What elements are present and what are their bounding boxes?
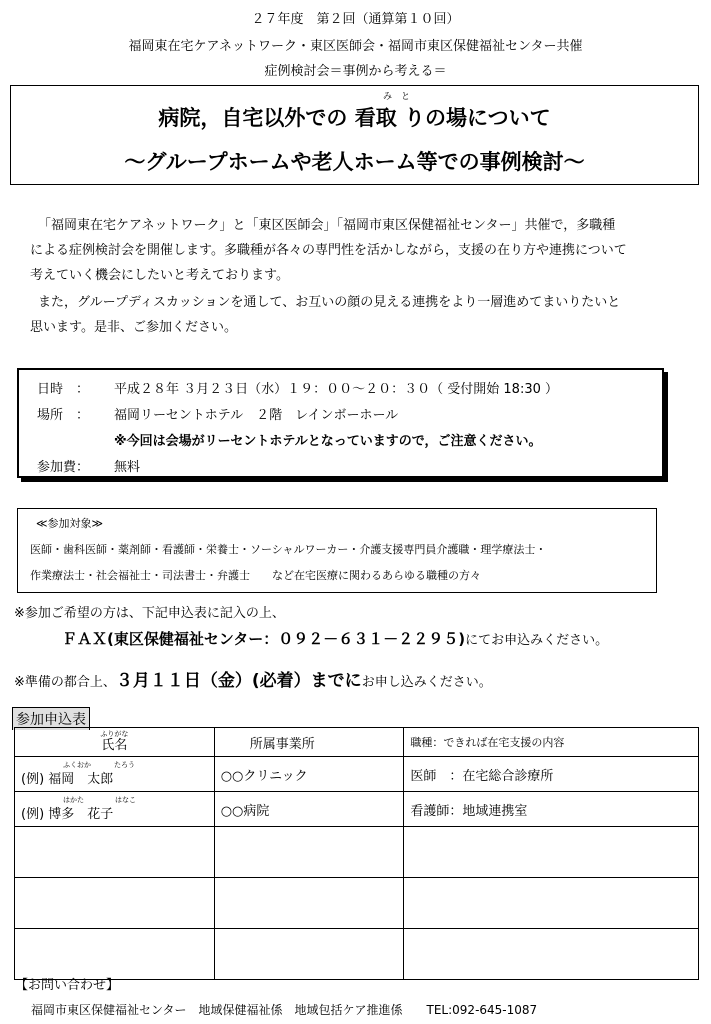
- date-label: 日時 ：: [37, 382, 90, 397]
- table-row: [15, 929, 699, 980]
- example1-name-cell: [15, 757, 215, 792]
- title-subtitle: ～グループホームや老人ホーム等での事例検討～: [124, 150, 585, 174]
- example1-office: ○○クリニック: [214, 757, 404, 792]
- intro-line-4: また，グループディスカッションを通して、お互いの顔の見える連携をより一層進めてまいりたいと: [38, 295, 621, 310]
- intro-line-5: 思います。是非、ご参加ください。: [30, 320, 237, 335]
- example2-ruby-a: はかた: [63, 795, 84, 804]
- apply-instruction: ※参加ご希望の方は、下記申込表に記入の上、: [14, 606, 285, 621]
- venue-note: ※今回は会場がリーセントホテルとなっていますので，ご注意ください。: [114, 434, 542, 449]
- name-header: [15, 728, 215, 757]
- date-value: 平成２８年 ３月２３日（水）１９：００～２０：３０（ 受付開始 18:30 ）: [114, 382, 558, 397]
- fax-suffix: にてお申込みください。: [465, 633, 609, 648]
- contact-info: 福岡市東区保健福祉センター 地域保健福祉係 地域包括ケア推進係 TEL:092-645-1087: [31, 1003, 538, 1017]
- target-heading: ≪参加対象≫: [36, 517, 104, 530]
- place-label: 場所 ：: [37, 408, 90, 423]
- title-main: 病院，自宅以外での 看取 りの場について: [158, 106, 551, 130]
- place-value: 福岡リーセントホテル ２階 レインボーホール: [114, 408, 399, 423]
- example2-ruby-b: はなこ: [115, 795, 136, 804]
- table-row: [15, 878, 699, 929]
- contact-label: 【お問い合わせ】: [15, 978, 120, 993]
- entry-job-cell[interactable]: [404, 827, 699, 878]
- example1-ruby-b: たろう: [114, 760, 135, 769]
- entry-name-cell[interactable]: [15, 929, 215, 980]
- deadline-line: [14, 666, 492, 691]
- example2-job: 看護師：地域連携室: [404, 792, 699, 827]
- table-row: [15, 757, 699, 792]
- title-ruby: み と: [383, 92, 411, 102]
- event-type: 症例検討会＝事例から考える＝: [264, 64, 447, 79]
- table-row: [15, 792, 699, 827]
- deadline-prefix: ※準備の都合上、: [14, 675, 116, 690]
- entry-job-cell[interactable]: [404, 878, 699, 929]
- entry-office-cell[interactable]: [214, 929, 404, 980]
- office-header: 所属事業所: [214, 728, 404, 757]
- example1-ruby-a: ふくおか: [63, 760, 91, 769]
- fax-number: ＦＡＸ(東区保健福祉センター：０９２－６３１－２２９５): [62, 630, 466, 648]
- entry-name-cell[interactable]: [15, 878, 215, 929]
- intro-line-3: 考えていく機会にしたいと考えております。: [30, 268, 289, 283]
- name-header-ruby: ふりがな: [100, 730, 129, 738]
- name-header-label: 氏名: [101, 738, 128, 753]
- example2-office: ○○病院: [214, 792, 404, 827]
- fee-value: 無料: [114, 460, 141, 475]
- target-line-2: 作業療法士・社会福祉士・司法書士・弁護士 など在宅医療に関わるあらゆる職種の方々: [30, 569, 481, 582]
- form-label: 参加申込表: [12, 707, 90, 730]
- title-box: [10, 85, 699, 185]
- example2-name: (例) 博多 花子: [21, 806, 114, 822]
- example1-name: (例) 福岡 太郎: [21, 771, 114, 787]
- target-participants-box: [17, 508, 657, 593]
- entry-job-cell[interactable]: [404, 929, 699, 980]
- example1-job: 医師 ：在宅総合診療所: [404, 757, 699, 792]
- intro-line-1: 「福岡東在宅ケアネットワーク」と「東区医師会」「福岡市東区保健福祉センター」共催で，多職種: [38, 218, 616, 233]
- deadline-suffix: お申し込みください。: [361, 675, 492, 690]
- job-header: 職種：できれば在宅支援の内容: [404, 728, 699, 757]
- event-details-box: [17, 368, 664, 478]
- organizers: 福岡東在宅ケアネットワーク・東区医師会・福岡市東区保健福祉センター共催: [128, 39, 583, 54]
- fee-label: 参加費：: [37, 460, 90, 475]
- fax-line: [62, 628, 608, 649]
- entry-office-cell[interactable]: [214, 827, 404, 878]
- intro-line-2: による症例検討会を開催します。多職種が各々の専門性を活かしながら，支援の在り方や連携について: [30, 243, 627, 258]
- table-header-row: [15, 728, 699, 757]
- table-row: [15, 827, 699, 878]
- event-number: ２７年度 第２回（通算第１０回）: [251, 12, 460, 27]
- entry-office-cell[interactable]: [214, 878, 404, 929]
- application-form-table: [14, 727, 699, 980]
- deadline-date: ３月１１日（金）(必着）までに: [115, 671, 362, 691]
- entry-name-cell[interactable]: [15, 827, 215, 878]
- target-line-1: 医師・歯科医師・薬剤師・看護師・栄養士・ソーシャルワーカー・介護支援専門員介護職・理学療法士・: [30, 543, 547, 556]
- example2-name-cell: [15, 792, 215, 827]
